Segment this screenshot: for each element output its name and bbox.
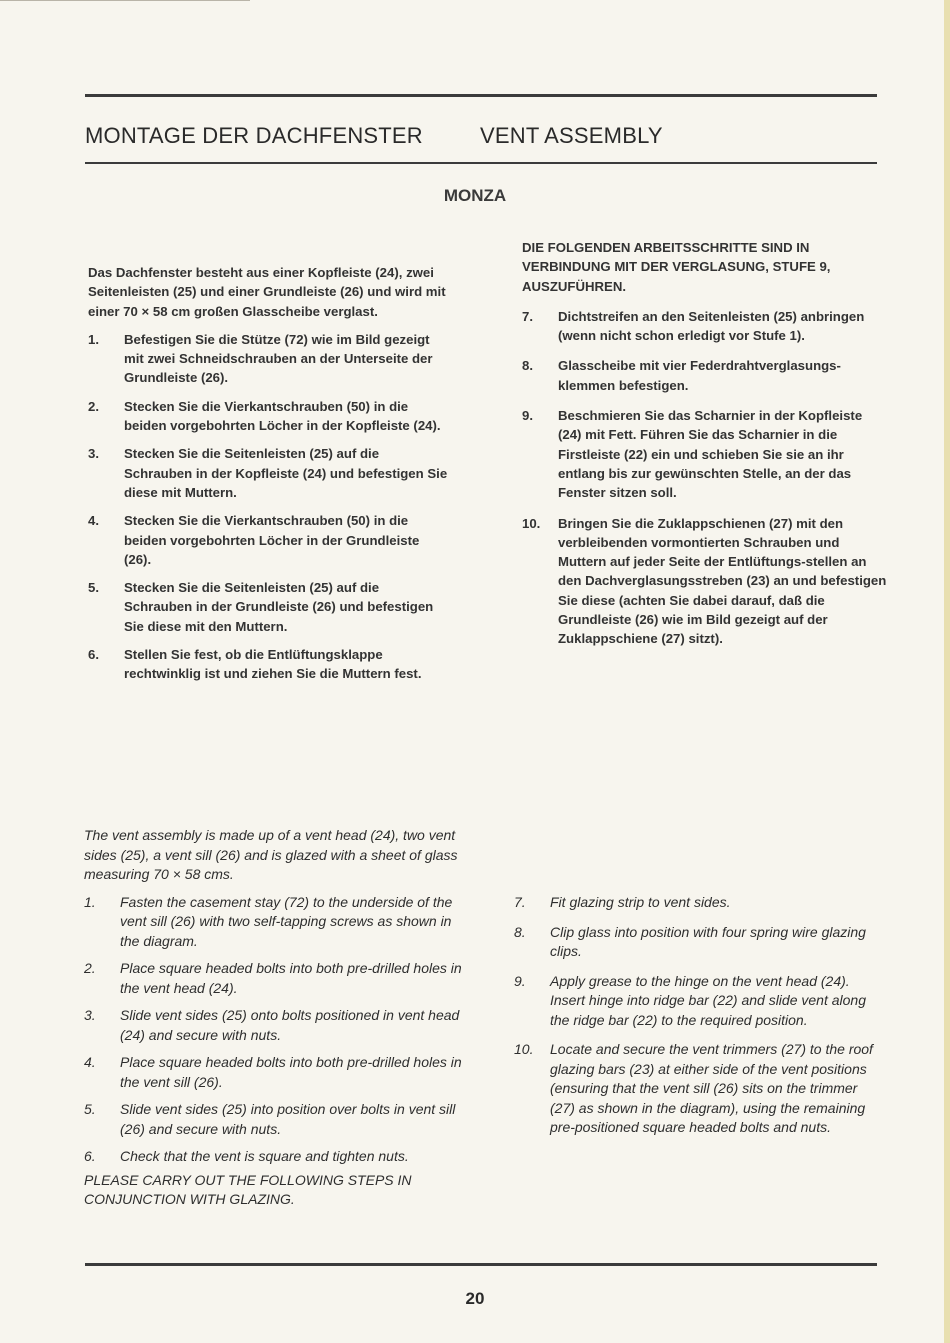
step-item — [88, 645, 448, 684]
step-text: Befestigen Sie die Stütze (72) wie im Bild gezeigt mit zwei Schneidschrauben an der Unterseite der Grundleiste (26). — [124, 331, 433, 386]
step-number: 9. — [514, 972, 526, 989]
step-item — [88, 444, 448, 502]
german-steps-right — [522, 307, 887, 649]
bottom-rule — [85, 1263, 877, 1266]
english-intro: The vent assembly is made up of a vent head (24), two vent sides (25), a vent sill (26) and is glazed with a sheet of glass measuring 70 × 58 cms. — [84, 827, 458, 882]
top-rule — [85, 94, 877, 97]
header-rule — [85, 162, 877, 164]
step-item — [88, 330, 448, 388]
step-number: 1. — [84, 893, 96, 910]
page-header — [85, 123, 663, 149]
step-item — [88, 578, 448, 636]
english-notice: PLEASE CARRY OUT THE FOLLOWING STEPS IN CONJUNCTION WITH GLAZING. — [84, 1171, 412, 1207]
step-text: Locate and secure the vent trimmers (27) to the roof glazing bars (23) at either side of the vent positions (ensuring that the vent sill (26) sits on the trimmer (27) as shown in the diagram), using the remaining pre-positioned square headed bolts and nuts. — [550, 1041, 873, 1135]
step-text: Stecken Sie die Vierkantschrauben (50) in die beiden vorgebohrten Löcher in der Grundleiste (26). — [124, 513, 420, 567]
german-intro: Das Dachfenster besteht aus einer Kopfleiste (24), zwei Seitenleisten (25) und einer Grundleiste (26) und wird mit einer 70 × 58 cm großen Glasscheibe verglast. — [88, 265, 446, 319]
step-item — [84, 1053, 474, 1092]
step-text: Clip glass into position with four spring wire glazing clips. — [550, 923, 866, 959]
step-text: Apply grease to the hinge on the vent head (24). Insert hinge into ridge bar (22) and slide vent along the ridge bar (22) to the required position. — [550, 972, 866, 1028]
title-english: VENT ASSEMBLY — [480, 123, 663, 148]
step-number: 6. — [88, 647, 99, 663]
step-text: Stecken Sie die Vierkantschrauben (50) in die beiden vorgebohrten Löcher in der Kopfleiste (24). — [124, 398, 441, 434]
model-name: MONZA — [443, 186, 507, 205]
step-number: 1. — [88, 331, 99, 347]
step-text: Glasscheibe mit vier Federdrahtverglasungs-klemmen befestigen. — [558, 358, 841, 393]
step-item — [514, 1040, 886, 1138]
step-text: Fasten the casement stay (72) to the underside of the vent sill (26) with two self-tapping screws as shown in the diagram. — [120, 893, 453, 949]
step-number: 7. — [522, 308, 533, 324]
step-item — [514, 972, 886, 1031]
english-steps-right — [514, 893, 886, 1138]
step-text: Check that the vent is square and tighten nuts. — [120, 1148, 409, 1164]
step-text: Place square headed bolts into both pre-drilled holes in the vent head (24). — [120, 960, 462, 996]
step-item — [522, 406, 887, 502]
step-item — [84, 959, 474, 998]
english-left-column — [84, 826, 474, 1210]
step-item — [514, 923, 886, 962]
page-number: 20 — [465, 1289, 485, 1308]
step-item — [84, 1100, 474, 1139]
step-item — [84, 1147, 474, 1167]
step-text: Bringen Sie die Zuklappschienen (27) mit den verbleibenden vormontierten Schrauben und Muttern auf jeder Seite der Entlüftungs-stellen an den Dachverglasungsstreben (23) an und befestigen Sie diese (achten Sie dabei darauf, daß die Grundleiste (26) wie im Bild gezeigt auf der Zuklappschiene (27) sitzt). — [558, 515, 887, 647]
step-number: 10. — [522, 515, 541, 531]
step-number: 4. — [84, 1054, 96, 1070]
step-text: Place square headed bolts into both pre-drilled holes in the vent sill (26). — [120, 1054, 462, 1090]
step-number: 5. — [88, 580, 99, 596]
step-text: Slide vent sides (25) onto bolts positioned in vent head (24) and secure with nuts. — [120, 1007, 460, 1043]
step-item — [84, 893, 474, 952]
step-text: Stecken Sie die Seitenleisten (25) auf die Schrauben in der Grundleiste (26) und befestigen Sie diese mit den Muttern. — [124, 580, 434, 634]
step-number: 3. — [84, 1007, 96, 1023]
step-number: 10. — [514, 1041, 534, 1057]
german-steps-left — [88, 330, 448, 684]
german-left-column — [88, 263, 448, 684]
step-item — [522, 356, 887, 395]
step-text: Beschmieren Sie das Scharnier in der Kopfleiste (24) mit Fett. Führen Sie das Scharnier in die Firstleiste (22) ein und schieben Sie sie an ihr entlang bis zur gewünschten Stelle, an der das Fenster sitzen soll. — [558, 408, 863, 501]
step-number: 2. — [84, 960, 96, 976]
step-number: 4. — [88, 513, 99, 529]
german-right-column — [522, 238, 887, 649]
step-item — [522, 514, 887, 649]
english-right-column — [514, 883, 886, 1138]
step-number: 6. — [84, 1148, 96, 1164]
step-number: 5. — [84, 1101, 96, 1117]
step-number: 8. — [522, 358, 533, 374]
step-number: 8. — [514, 923, 526, 940]
title-german: MONTAGE DER DACHFENSTER — [85, 123, 423, 148]
step-text: Fit glazing strip to vent sides. — [550, 894, 731, 910]
step-text: Slide vent sides (25) into position over bolts in vent sill (26) and secure with nuts. — [120, 1101, 456, 1137]
step-item — [88, 511, 448, 569]
step-text: Stellen Sie fest, ob die Entlüftungsklappe rechtwinklig ist und ziehen Sie die Muttern fest. — [124, 647, 422, 682]
scan-edge-line — [0, 0, 250, 1]
step-number: 7. — [514, 894, 526, 910]
english-steps-left — [84, 893, 474, 1167]
step-text: Stecken Sie die Seitenleisten (25) auf die Schrauben in der Kopfleiste (24) und befestigen Sie diese mit Muttern. — [124, 446, 448, 500]
step-item — [514, 893, 886, 913]
german-notice: DIE FOLGENDEN ARBEITSSCHRITTE SIND IN VERBINDUNG MIT DER VERGLASUNG, STUFE 9, AUSZUFÜHREN. — [522, 240, 831, 294]
step-text: Dichtstreifen an den Seitenleisten (25) anbringen (wenn nicht schon erledigt vor Stufe 1). — [558, 308, 865, 344]
step-item — [88, 397, 448, 436]
step-item — [84, 1006, 474, 1045]
step-number: 3. — [88, 446, 99, 462]
step-number: 9. — [522, 408, 533, 424]
step-item — [522, 307, 887, 346]
step-number: 2. — [88, 398, 99, 414]
